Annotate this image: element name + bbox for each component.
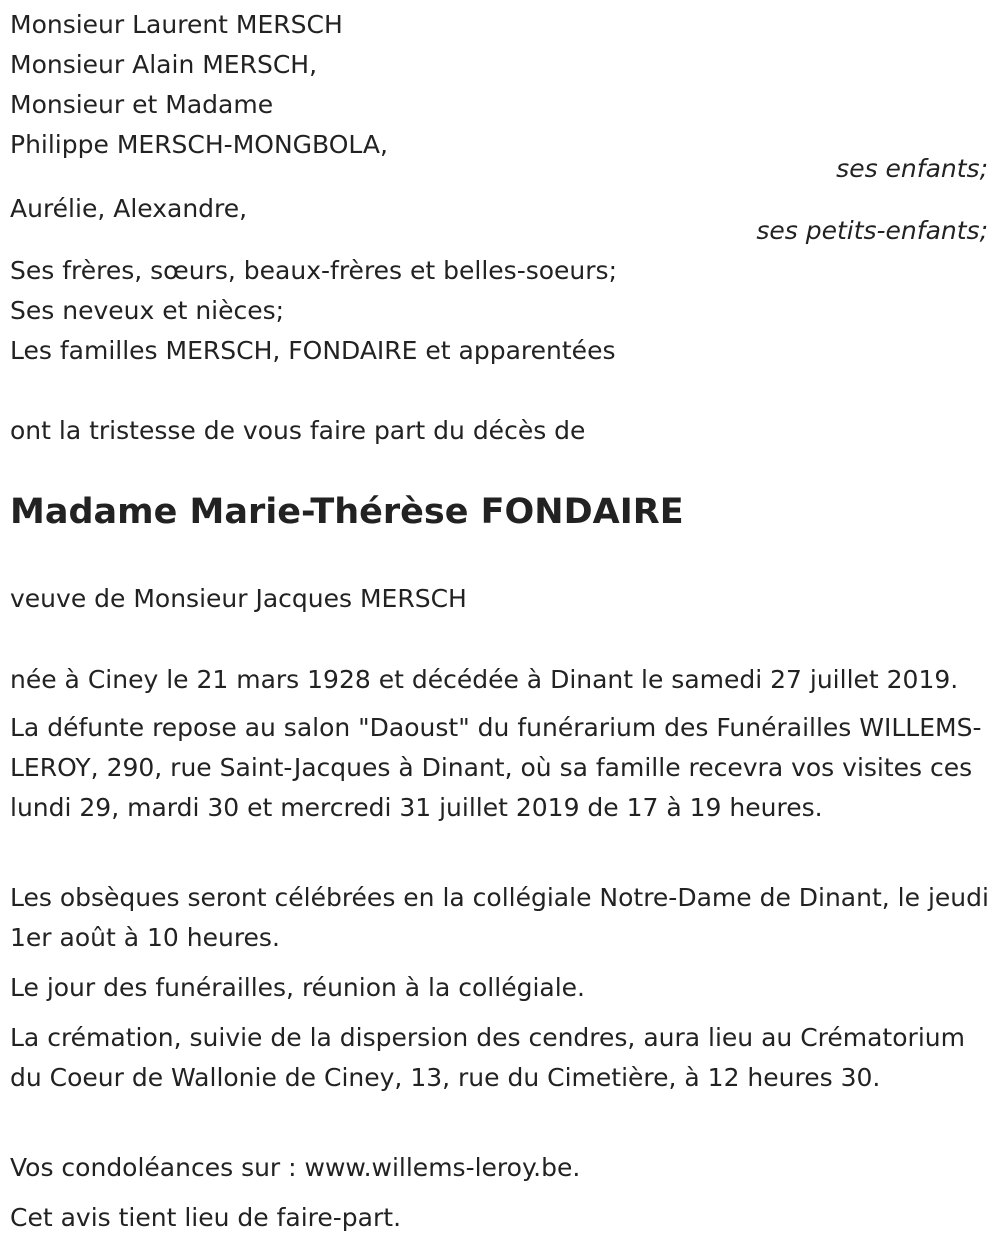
grandchildren: Aurélie, Alexandre, bbox=[10, 194, 248, 223]
visitation: La défunte repose au salon "Daoust" du funérarium des Funérailles WILLEMS-LEROY, 290, rue Saint-Jacques à Dinant, où sa famille recevra vos visites ces lundi 29, mardi 30 et mercredi 31 juillet 2019 de 17 à 19 heures. bbox=[10, 713, 982, 822]
family-line: Ses frères, sœurs, beaux-frères et belles-soeurs; bbox=[10, 256, 617, 285]
child-line: Monsieur Alain MERSCH, bbox=[10, 50, 318, 79]
funeral: Les obsèques seront célébrées en la collégiale Notre-Dame de Dinant, le jeudi 1er août à 10 heures. bbox=[10, 883, 989, 952]
child-line: Philippe MERSCH-MONGBOLA, bbox=[10, 130, 388, 159]
cremation: La crémation, suivie de la dispersion des cendres, aura lieu au Crématorium du Coeur de Wallonie de Ciney, 13, rue du Cimetière, à 12 heures 30. bbox=[10, 1023, 965, 1092]
announcement: ont la tristesse de vous faire part du décès de bbox=[10, 416, 586, 445]
condolences: Vos condoléances sur : www.willems-leroy.be. bbox=[10, 1153, 581, 1182]
family-line: Les familles MERSCH, FONDAIRE et apparentées bbox=[10, 336, 616, 365]
family-line: Ses neveux et nièces; bbox=[10, 296, 285, 325]
child-line: Monsieur et Madame bbox=[10, 90, 274, 119]
grandchildren-label: ses petits-enfants; bbox=[756, 216, 988, 245]
meeting: Le jour des funérailles, réunion à la collégiale. bbox=[10, 973, 585, 1002]
birth-death: née à Ciney le 21 mars 1928 et décédée à Dinant le samedi 27 juillet 2019. bbox=[10, 665, 959, 694]
notice-note: Cet avis tient lieu de faire-part. bbox=[10, 1203, 402, 1232]
children-label: ses enfants; bbox=[836, 154, 988, 183]
child-line: Monsieur Laurent MERSCH bbox=[10, 10, 343, 39]
deceased-name: Madame Marie-Thérèse FONDAIRE bbox=[10, 492, 684, 532]
widow-line: veuve de Monsieur Jacques MERSCH bbox=[10, 584, 467, 613]
